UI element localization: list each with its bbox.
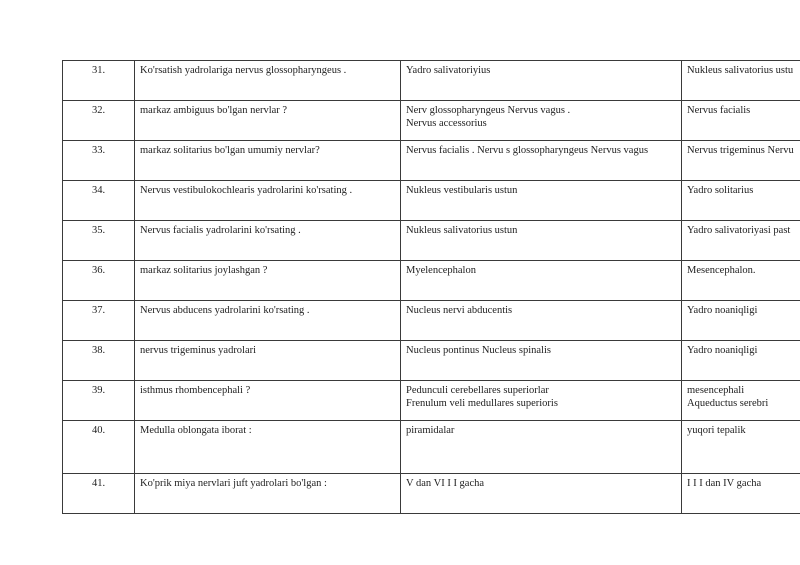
table-row [63, 101, 800, 141]
answer-cell-1 [401, 101, 682, 141]
question-cell: markaz ambiguus bo'lgan nervlar ? [135, 101, 401, 141]
answer-line: Nukleus salivatorius ustun [406, 225, 518, 236]
answer-line: Nucleus pontinus Nucleus spinalis [406, 345, 551, 356]
row-number: 35. [63, 221, 135, 261]
row-number: 31. [63, 61, 135, 101]
table-row [63, 221, 800, 261]
table-row [63, 341, 800, 381]
answer-cell-1 [401, 421, 682, 474]
answer-line: Myelencephalon [406, 265, 476, 276]
table-row [63, 421, 800, 474]
question-cell: Nervus abducens yadrolarini ko'rsating . [135, 301, 401, 341]
answer-line: Nervus facialis . Nervu s glossopharyngeus Nervus vagus [406, 145, 649, 156]
row-number: 37. [63, 301, 135, 341]
answer-cell-1 [401, 301, 682, 341]
question-cell: nervus trigeminus yadrolari [135, 341, 401, 381]
answer-cell-1 [401, 141, 682, 181]
answer-line: Nukleus vestibularis ustun [406, 185, 518, 196]
answer-cell-2 [682, 181, 800, 221]
table-row [63, 61, 800, 101]
answer-cell-1 [401, 261, 682, 301]
answer-line: piramidalar [406, 425, 455, 436]
answer-line: Frenulum veli medullares superioris [406, 398, 558, 409]
answer-line: Yadro salivatoriyasi past [687, 225, 791, 236]
question-table [62, 60, 800, 514]
answer-cell-1 [401, 341, 682, 381]
table-row [63, 474, 800, 514]
answer-line: Yadro noaniqligi [687, 345, 758, 356]
answer-line: I I I dan IV gacha [687, 478, 762, 489]
answer-line: Aqueductus serebri [687, 398, 769, 409]
answer-line: Nervus facialis [687, 105, 751, 116]
question-cell: Ko'prik miya nervlari juft yadrolari bo'lgan : [135, 474, 401, 514]
row-number: 40. [63, 421, 135, 474]
row-number: 33. [63, 141, 135, 181]
table-row [63, 301, 800, 341]
answer-cell-2 [682, 221, 800, 261]
row-number: 34. [63, 181, 135, 221]
answer-line: Mesencephalon. [687, 265, 756, 276]
answer-cell-2 [682, 141, 800, 181]
question-cell: Nervus vestibulokochlearis yadrolarini ko'rsating . [135, 181, 401, 221]
row-number: 38. [63, 341, 135, 381]
answer-line: Nervus accessorius [406, 118, 487, 129]
answer-line: Yadro solitarius [687, 185, 754, 196]
question-cell: Nervus facialis yadrolarini ko'rsating . [135, 221, 401, 261]
answer-line: Yadro salivatoriyius [406, 65, 491, 76]
answer-cell-2 [682, 474, 800, 514]
question-cell: isthmus rhombencephali ? [135, 381, 401, 421]
answer-line: yuqori tepalik [687, 425, 746, 436]
answer-cell-1 [401, 181, 682, 221]
question-cell: Ko'rsatish yadrolariga nervus glossopharyngeus . [135, 61, 401, 101]
answer-line: Nervus trigeminus Nervu [687, 145, 794, 156]
table-row [63, 181, 800, 221]
table-row [63, 261, 800, 301]
answer-line: Nerv glossopharyngeus Nervus vagus . [406, 105, 571, 116]
question-cell: markaz solitarius bo'lgan umumiy nervlar? [135, 141, 401, 181]
answer-line: V dan VI I I gacha [406, 478, 485, 489]
answer-line: Nukleus salivatorius ustu [687, 65, 794, 76]
answer-cell-1 [401, 474, 682, 514]
table-row [63, 141, 800, 181]
question-cell: Medulla oblongata iborat : [135, 421, 401, 474]
row-number: 36. [63, 261, 135, 301]
question-table-body [63, 61, 800, 514]
table-row [63, 381, 800, 421]
answer-cell-2 [682, 341, 800, 381]
answer-line: Nucleus nervi abducentis [406, 305, 513, 316]
row-number: 39. [63, 381, 135, 421]
answer-cell-1 [401, 221, 682, 261]
answer-cell-2 [682, 261, 800, 301]
row-number: 41. [63, 474, 135, 514]
answer-cell-1 [401, 381, 682, 421]
answer-cell-2 [682, 101, 800, 141]
answer-cell-2 [682, 301, 800, 341]
answer-line: mesencephali [687, 385, 745, 396]
answer-line: Pedunculi cerebellares superiorlar [406, 385, 549, 396]
answer-cell-2 [682, 421, 800, 474]
answer-cell-2 [682, 61, 800, 101]
answer-cell-2 [682, 381, 800, 421]
answer-cell-1 [401, 61, 682, 101]
row-number: 32. [63, 101, 135, 141]
question-cell: markaz solitarius joylashgan ? [135, 261, 401, 301]
answer-line: Yadro noaniqligi [687, 305, 758, 316]
